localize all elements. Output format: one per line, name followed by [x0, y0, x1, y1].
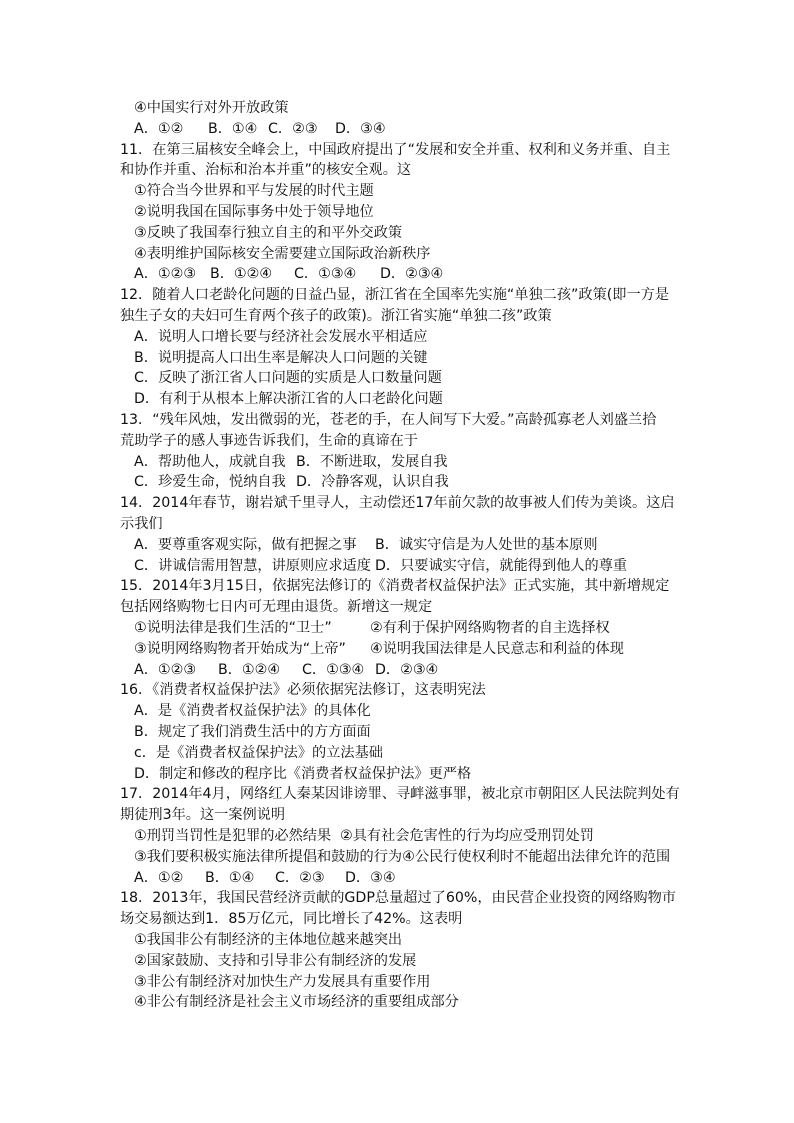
question-stem-line-segment: 16．《消费者权益保护法》必须依据宪法修订，这表明宪法	[120, 682, 486, 699]
answer-options-line-segment: B．不断进取，发展自我	[296, 453, 448, 470]
answer-options-line-segment: A．是《消费者权益保护法》的具体化	[134, 703, 371, 720]
statement-line-segment: ③非公有制经济对加快生产力发展具有重要作用	[134, 973, 431, 990]
statement-line-segment: ④中国实行对外开放政策	[134, 100, 289, 116]
question-stem-line-segment: 场交易额达到1．85万亿元，同比增长了42%。这表明	[120, 911, 463, 928]
statement-line-segment: ①刑罚当罚性是犯罪的必然结果	[134, 828, 332, 844]
answer-options-line-segment: B．①②④	[218, 661, 281, 678]
statement-line-segment: ③反映了我国奉行独立自主的和平外交政策	[134, 224, 403, 241]
answer-options-line-segment: D．②③④	[380, 266, 444, 283]
answer-options-line-segment: c．是《消费者权益保护法》的立法基础	[134, 744, 383, 761]
question-stem-line-segment: 18．2013年，我国民营经济贡献的GDP总量超过了60%，由民营企业投资的网络购物市	[120, 890, 676, 907]
answer-options-line-segment: B．规定了我们消费生活中的方方面面	[134, 724, 371, 740]
answer-options-line-segment: C．讲诚信需用智慧，讲原则应求适度	[134, 557, 371, 574]
statement-line-segment: ④表明维护国际核安全需要建立国际政治新秩序	[134, 245, 431, 262]
statement-line-segment: ②国家鼓励、支持和引导非公有制经济的发展	[134, 952, 417, 969]
answer-options-line-segment: A．①②	[134, 869, 184, 886]
statement-line-segment: ④说明我国法律是人民意志和利益的体现	[370, 640, 624, 657]
answer-options-line-segment: A．①②③	[134, 266, 197, 283]
question-stem-line-segment: 和协作并重、治标和治本并重”的核安全观。这	[120, 162, 412, 179]
statement-line-segment: ②有利于保护网络购物者的自主选择权	[370, 620, 610, 636]
statement-line-segment: ②说明我国在国际事务中处于领导地位	[134, 204, 374, 220]
question-stem-line-segment: 示我们	[120, 516, 163, 532]
statement-line-segment: ①我国非公有制经济的主体地位越来越突出	[134, 932, 403, 948]
answer-options-line-segment: C．②③	[268, 120, 318, 137]
answer-options-line-segment: D．②③④	[375, 661, 439, 678]
answer-options-line-segment: B．说明提高人口出生率是解决人口问题的关键	[134, 349, 428, 366]
answer-options-line-segment: C．反映了浙江省人口问题的实质是人口数量问题	[134, 370, 442, 387]
answer-options-line-segment: B．①④	[208, 120, 258, 137]
answer-options-line-segment: D．③④	[345, 869, 396, 886]
answer-options-line-segment: A．要尊重客观实际，做有把握之事	[134, 536, 357, 553]
question-stem-line-segment: 15．2014年3月15日，依据宪法修订的《消费者权益保护法》正式实施，其中新增规定	[120, 578, 670, 595]
answer-options-line-segment: D．有利于从根本上解决浙江省的人口老龄化问题	[134, 391, 443, 408]
question-stem-line-segment: 期徒刑3年。这一案例说明	[120, 807, 286, 824]
statement-line-segment: ④非公有制经济是社会主义市场经济的重要组成部分	[134, 994, 459, 1011]
answer-options-line-segment: A．帮助他人，成就自我	[134, 453, 286, 470]
question-stem-line-segment: 荒助学子的感人事迹告诉我们，生命的真谛在于	[120, 432, 418, 449]
answer-options-line-segment: C．①③④	[302, 661, 365, 678]
answer-options-line-segment: D．只要诚实守信，就能得到他人的尊重	[375, 557, 628, 574]
answer-options-line-segment: A．①②③	[134, 661, 197, 678]
answer-options-line-segment: A．说明人口增长要与经济社会发展水平相适应	[134, 328, 428, 345]
answer-options-line-segment: B．①④	[205, 869, 255, 886]
statement-line-segment: ②具有社会危害性的行为均应受刑罚处罚	[340, 828, 594, 844]
answer-options-line-segment: B．诚实守信是为人处世的基本原则	[375, 536, 598, 553]
answer-options-line-segment: A．①②	[134, 120, 184, 137]
answer-options-line-segment: D．③④	[335, 120, 386, 137]
answer-options-line-segment: D．冷静客观，认识自我	[296, 474, 449, 491]
answer-options-line-segment: C．①③④	[294, 266, 357, 283]
statement-line-segment: ③我们要积极实施法律所提倡和鼓励的行为④公民行使权利时不能超出法律允许的范围	[134, 848, 671, 865]
statement-line-segment: ①说明法律是我们生活的“卫士”	[134, 620, 332, 636]
question-stem-line-segment: 14．2014年春节，谢岩斌千里寻人，主动偿还17年前欠款的故事被人们传为美谈。这启	[120, 495, 675, 512]
question-stem-line-segment: 独生子女的夫妇可生育两个孩子的政策)。浙江省实施“单独二孩”政策	[120, 308, 552, 324]
question-stem-line-segment: 13．“残年风烛，发出微弱的光，苍老的手，在人间写下大爱。”高龄孤寡老人刘盛兰拾	[120, 412, 657, 428]
question-stem-line-segment: 11．在第三届核安全峰会上，中国政府提出了“发展和安全并重、权利和义务并重、自主	[120, 141, 671, 158]
answer-options-line-segment: C．珍爱生命，悦纳自我	[134, 474, 286, 491]
answer-options-line-segment: C．②③	[275, 869, 325, 886]
answer-options-line-segment: B．①②④	[210, 266, 273, 283]
question-stem-line-segment: 17．2014年4月，网络红人秦某因诽谤罪、寻衅滋事罪，被北京市朝阳区人民法院判处有	[120, 786, 680, 803]
answer-options-line-segment: D．制定和修改的程序比《消费者权益保护法》更严格	[134, 765, 472, 782]
statement-line-segment: ①符合当今世界和平与发展的时代主题	[134, 183, 374, 200]
statement-line-segment: ③说明网络购物者开始成为“上帝”	[134, 640, 346, 657]
question-stem-line-segment: 12．随着人口老龄化问题的日益凸显，浙江省在全国率先实施“单独二孩”政策(即一方是	[120, 287, 670, 304]
question-stem-line-segment: 包括网络购物七日内可无理由退货。新增这一规定	[120, 599, 433, 616]
